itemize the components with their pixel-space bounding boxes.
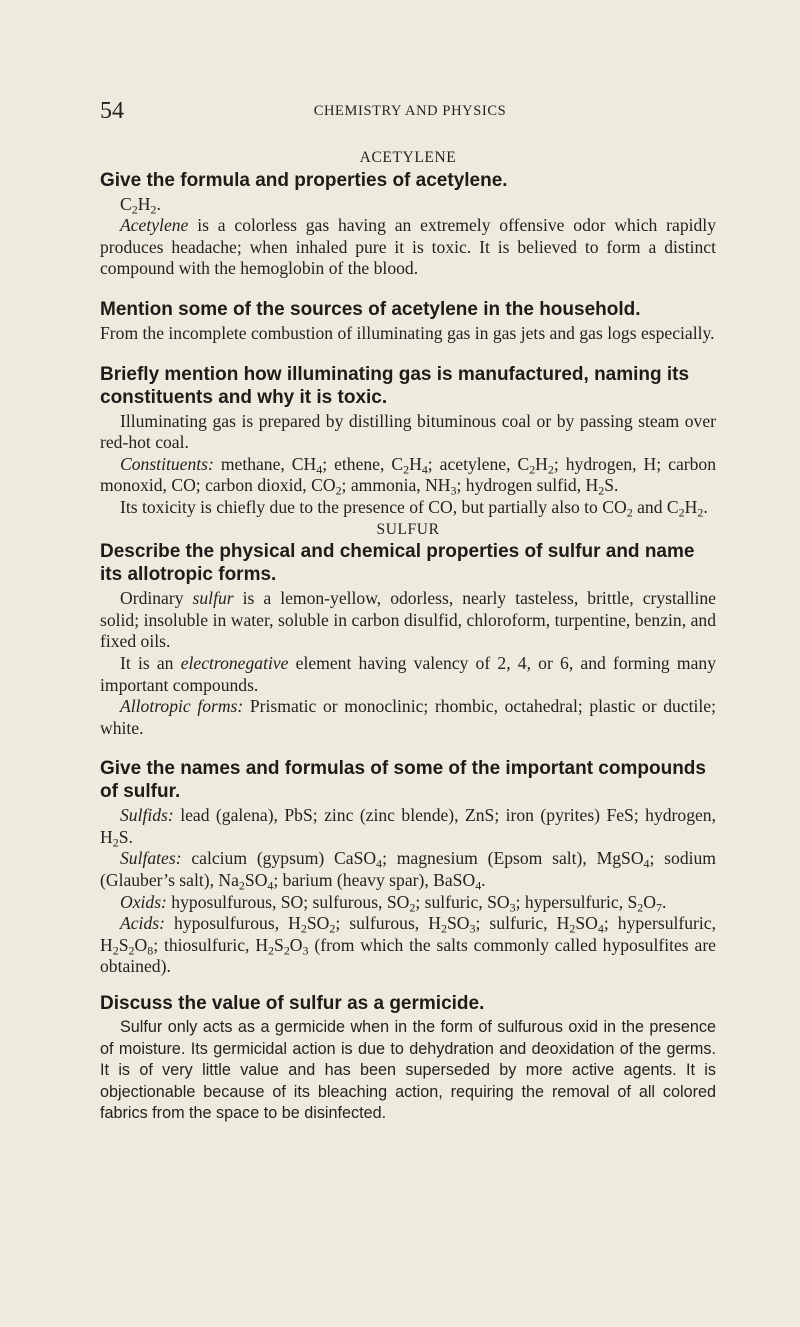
answer-acetylene-sources: From the incomplete combustion of illuminating gas in gas jets and gas logs especially.	[100, 322, 715, 343]
answer-sulfur-chemical: It is an electronegative element having valency of 2, 4, or 6, and forming many important compounds.	[100, 652, 716, 695]
answer-acids: Acids: hyposulfurous, $H_2SO_2$; sulfurous, $H_2SO_3$; sulfuric, $H_2SO_4$; hypersulfuric, $H_2S_2O_8$; thiosulfuric, $H_2S_2O_3$ (from which the salts commonly called hyposulfites are obtained).	[100, 913, 716, 977]
question-sulfur-properties: Describe the physical and chemical properties of sulfur and name its allotropic forms.	[100, 541, 695, 586]
section-heading-sulfur: SULFUR	[376, 520, 440, 538]
answer-gas-prep: Illuminating gas is prepared by distilling bituminous coal or by passing steam over red-hot coal.	[100, 410, 716, 453]
page-header	[100, 98, 720, 132]
answer-sulfur-physical: Ordinary sulfur is a lemon-yellow, odorless, nearly tasteless, brittle, crystalline solid; insoluble in water, soluble in carbon disulfid, chloroform, turpentine, benzin, and fixed oils.	[100, 588, 716, 652]
page-content	[100, 140, 716, 1125]
section-heading-acetylene: ACETYLENE	[359, 149, 457, 166]
answer-gas-toxicity: Its toxicity is chiefly due to the presence of CO, but partially also to $CO_2$ and $C_2H_2$.	[120, 496, 708, 520]
answer-sulfur-germicide: Sulfur only acts as a germicide when in the form of sulfurous oxid in the presence of moisture. Its germicidal action is due to dehydration and deoxidation of the germs. It is of very little value and has been superseded by more active agents. It is objectionable because of its bleaching action, requiring the removal of all colored fabrics from the space to be disinfected.	[100, 1018, 716, 1123]
answer-oxids: Oxids: hyposulfurous, SO; sulfurous, $SO_2$; sulfuric, $SO_3$; hypersulfuric, $S_2O_7$.	[120, 891, 667, 915]
answer-gas-constituents: Constituents: methane, $CH_4$; ethene, $C_2H_4$; acetylene, $C_2H_2$; hydrogen, H; carbon monoxid, CO; carbon dioxid, $CO_2$; ammonia, $NH_3$; hydrogen sulfid, $H_2S$.	[100, 453, 716, 498]
page-number: 54	[100, 98, 124, 124]
question-acetylene-formula: Give the formula and properties of acetylene.	[100, 169, 508, 191]
answer-acetylene-properties: Acetylene is a colorless gas having an extremely offensive odor which rapidly produces headache; when inhaled pure it is toxic. It is believed to form a distinct compound with the hemoglobin of the blood.	[100, 215, 716, 279]
question-acetylene-sources: Mention some of the sources of acetylene in the household.	[100, 298, 641, 320]
answer-sulfids: Sulfids: lead (galena), PbS; zinc (zinc blende), ZnS; iron (pyrites) FeS; hydrogen, $H_2S$.	[100, 805, 716, 850]
question-illuminating-gas: Briefly mention how illuminating gas is manufactured, naming its constituents and why it is toxic.	[100, 363, 690, 408]
answer-sulfates: Sulfates: calcium (gypsum) CaSO$_4$; magnesium (Epsom salt), MgSO$_4$; sodium (Glauber’s salt), $Na_2SO_4$; barium (heavy spar), BaSO$_4$.	[100, 848, 716, 893]
question-sulfur-compounds: Give the names and formulas of some of the important compounds of sulfur.	[100, 758, 706, 803]
question-sulfur-germicide: Discuss the value of sulfur as a germicide.	[100, 993, 485, 1015]
answer-sulfur-allotropic: Allotropic forms: Prismatic or monoclinic; rhombic, octahedral; plastic or ductile; white.	[100, 696, 716, 738]
running-head: CHEMISTRY AND PHYSICS	[313, 103, 507, 119]
acetylene-formula: $C_2H_2$.	[120, 193, 161, 217]
